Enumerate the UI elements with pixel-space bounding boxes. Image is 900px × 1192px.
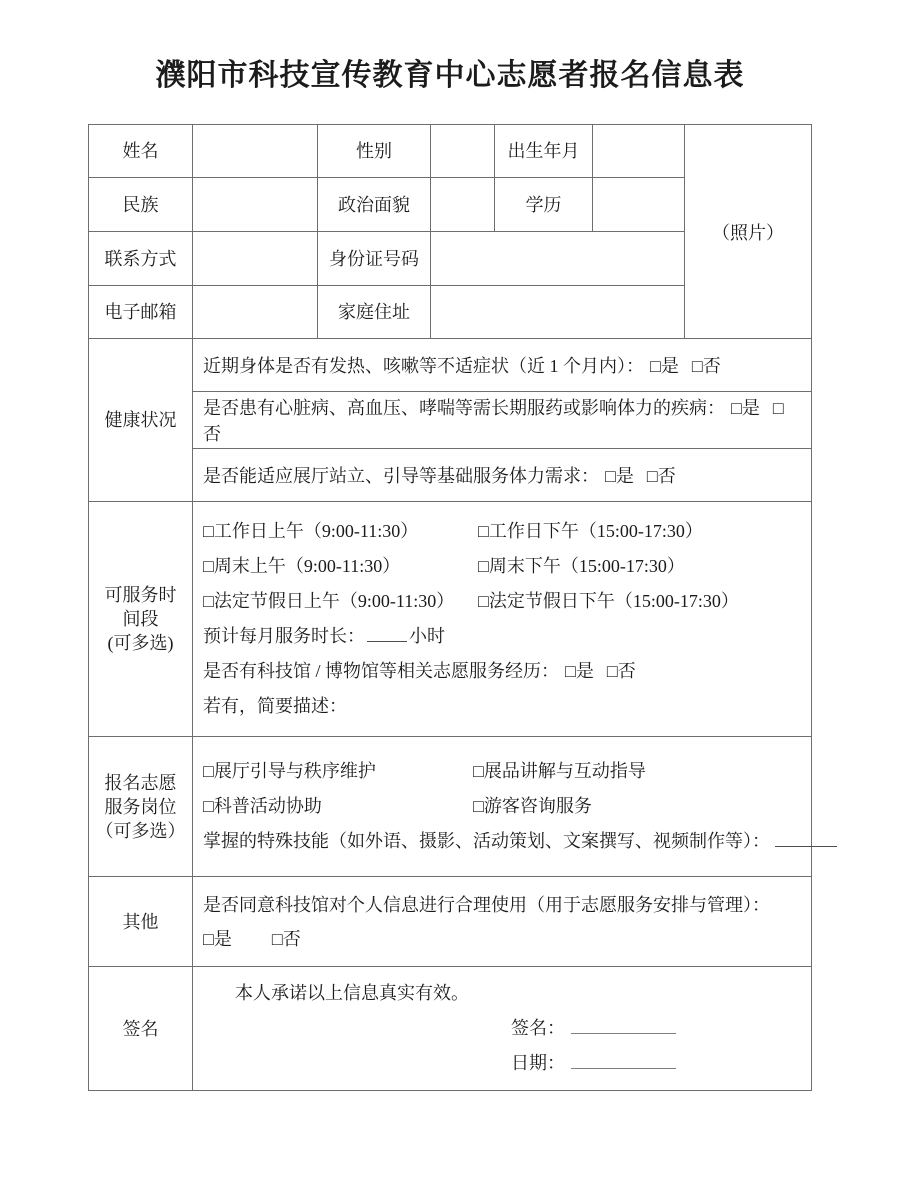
monthly-hours-row [203,619,801,654]
yes-checkbox[interactable]: □是 [565,661,594,681]
position-option-row [203,789,801,824]
table-row [89,449,812,502]
no-checkbox[interactable]: □否 [203,398,784,444]
document-page [0,50,900,1091]
no-checkbox[interactable]: □否 [646,466,676,486]
political-status-field[interactable] [431,178,495,232]
table-row [89,125,812,178]
visitor-consult-checkbox[interactable]: □游客咨询服务 [473,796,592,816]
yes-checkbox[interactable]: □是 [203,928,232,949]
birthdate-label: 出生年月 [495,125,593,178]
hours-unit-label: 小时 [409,626,445,646]
name-field[interactable] [193,125,318,178]
experience-question-text: 是否有科技馆 / 博物馆等相关志愿服务经历： [203,661,559,681]
date-line-row [511,1046,801,1081]
section-label-health: 健康状况 [89,339,193,502]
education-label: 学历 [495,178,593,232]
consent-question-row [203,888,801,922]
photo-placeholder: （照片） [685,125,812,339]
weekend-morning-checkbox[interactable]: □周末上午（9:00-11:30） [203,556,401,576]
workday-morning-checkbox[interactable]: □工作日上午（9:00-11:30） [203,521,419,541]
section-label-line: （可多选） [95,820,186,841]
no-checkbox[interactable]: □否 [271,928,301,949]
section-label-line: (可多选) [107,633,174,653]
section-label-line: 间段 [122,609,159,629]
section-label-line: 报名志愿 [104,772,177,793]
section-label-positions [89,737,193,877]
section-label-line: 服务岗位 [104,796,177,817]
date-blank[interactable] [571,1053,676,1069]
gender-label: 性别 [318,125,431,178]
date-line-label: 日期： [511,1053,565,1073]
section-label-line: 可服务时 [104,585,177,605]
special-skills-row [203,824,801,859]
workday-afternoon-checkbox[interactable]: □工作日下午（15:00-17:30） [478,521,703,541]
hall-guidance-checkbox[interactable]: □展厅引导与秩序维护 [203,761,376,781]
name-label: 姓名 [89,125,193,178]
contact-label: 联系方式 [89,232,193,286]
id-number-label: 身份证号码 [318,232,431,286]
holiday-afternoon-checkbox[interactable]: □法定节假日下午（15:00-17:30） [478,591,739,611]
contact-field[interactable] [193,232,318,286]
consent-question-text: 是否同意科技馆对个人信息进行合理使用（用于志愿服务安排与管理）： [203,894,770,915]
pledge-text: 本人承诺以上信息真实有效。 [235,983,469,1003]
exhibit-explain-checkbox[interactable]: □展品讲解与互动指导 [473,761,646,781]
gender-field[interactable] [431,125,495,178]
weekend-afternoon-checkbox[interactable]: □周末下午（15:00-17:30） [478,556,685,576]
no-checkbox[interactable]: □否 [691,356,721,376]
health-question-text: 近期身体是否有发热、咳嗽等不适症状（近 1 个月内）： [203,356,644,376]
email-field[interactable] [193,286,318,339]
table-row [89,502,812,737]
science-activity-checkbox[interactable]: □科普活动协助 [203,796,322,816]
education-field[interactable] [593,178,685,232]
experience-question-row [203,654,801,689]
brief-description-label: 若有，简要描述： [203,696,347,716]
yes-checkbox[interactable]: □是 [605,466,634,486]
ethnicity-field[interactable] [193,178,318,232]
health-question-row-2 [193,392,812,449]
monthly-hours-label: 预计每月服务时长： [203,626,365,646]
health-question-text: 是否患有心脏病、高血压、哮喘等需长期服药或影响体力的疾病： [203,398,725,418]
ethnicity-label: 民族 [89,178,193,232]
time-slot-row [203,549,801,584]
signature-blank[interactable] [571,1018,676,1034]
birthdate-field[interactable] [593,125,685,178]
no-checkbox[interactable]: □否 [606,661,636,681]
home-address-label: 家庭住址 [318,286,431,339]
table-row [89,339,812,392]
special-skills-label: 掌握的特殊技能（如外语、摄影、活动策划、文案撰写、视频制作等）： [203,831,770,851]
signature-line-row [511,1011,801,1046]
special-skills-blank[interactable] [775,831,837,847]
table-row [89,392,812,449]
email-label: 电子邮箱 [89,286,193,339]
table-row [89,967,812,1091]
consent-answer-row [203,922,801,956]
section-label-signature: 签名 [89,967,193,1091]
monthly-hours-blank[interactable] [367,626,407,642]
schedule-content [193,502,812,737]
yes-checkbox[interactable]: □是 [650,356,679,376]
political-status-label: 政治面貌 [318,178,431,232]
health-question-row-1 [193,339,812,392]
registration-form-table [88,124,812,1091]
table-row [89,877,812,967]
time-slot-row [203,514,801,549]
holiday-morning-checkbox[interactable]: □法定节假日上午（9:00-11:30） [203,591,455,611]
health-question-text: 是否能适应展厅站立、引导等基础服务体力需求： [203,466,599,486]
section-label-other: 其他 [89,877,193,967]
positions-content [193,737,812,877]
yes-checkbox[interactable]: □是 [731,398,760,418]
section-label-schedule [89,502,193,737]
table-row [89,737,812,877]
signature-line-label: 签名： [511,1018,565,1038]
id-number-field[interactable] [431,232,685,286]
page-title: 濮阳市科技宣传教育中心志愿者报名信息表 [155,59,745,92]
position-option-row [203,754,801,789]
brief-description-row [203,689,801,724]
health-question-row-3 [193,449,812,502]
time-slot-row [203,584,801,619]
home-address-field[interactable] [431,286,685,339]
signature-content [193,967,812,1091]
other-content [193,877,812,967]
